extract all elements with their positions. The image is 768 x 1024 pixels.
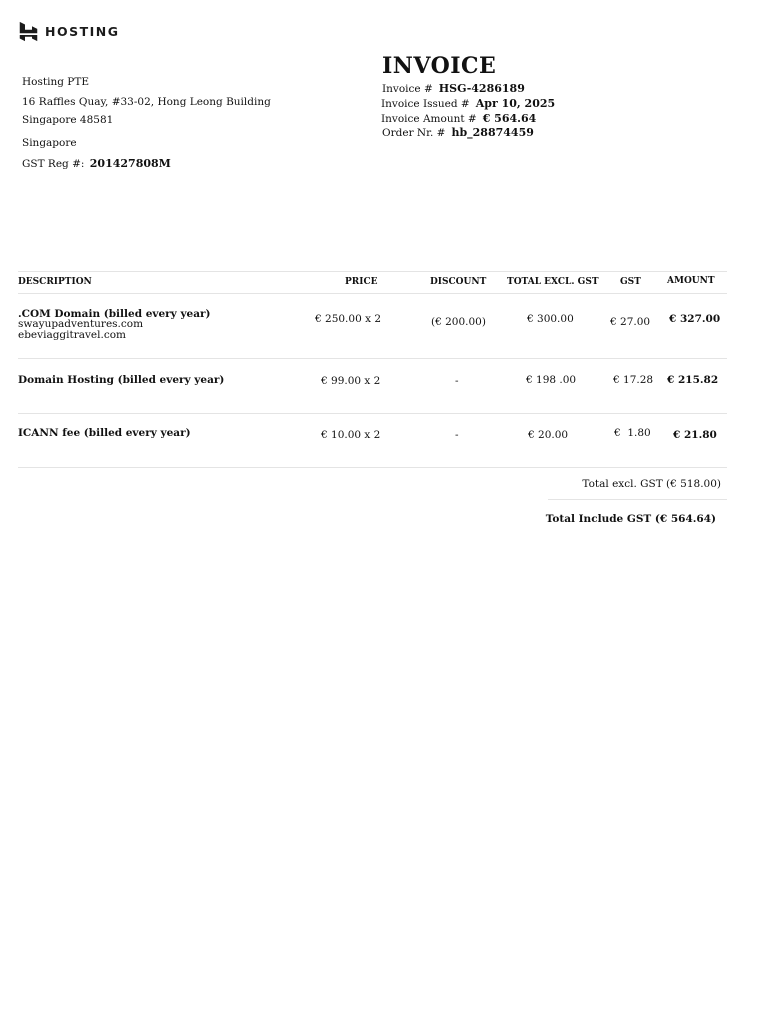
- invoice-number-label: Invoice #: [382, 83, 433, 95]
- row3-discount: -: [455, 429, 459, 441]
- row2-amount: € 215.82: [667, 374, 719, 386]
- header-discount: DISCOUNT: [430, 277, 487, 287]
- seller-gst: [22, 158, 171, 170]
- row3-description: ICANN fee (billed every year): [18, 427, 191, 439]
- totals-rule: [548, 499, 727, 500]
- row3-total-excl: € 20.00: [528, 429, 569, 441]
- header-gst: GST: [620, 277, 641, 287]
- row1-description: .COM Domain (billed every year): [18, 308, 211, 320]
- row2-discount: -: [455, 375, 459, 387]
- gst-label: GST Reg #:: [22, 158, 85, 170]
- row3-amount: € 21.80: [673, 429, 717, 441]
- row2-total-excl: € 198 .00: [526, 374, 577, 386]
- row1-total-excl: € 300.00: [527, 313, 574, 325]
- row2-rule: [18, 413, 727, 414]
- invoice-issued-row: [381, 97, 555, 110]
- row1-discount: (€ 200.00): [431, 316, 486, 328]
- table-top-rule: [18, 271, 727, 272]
- row1-domain-2: ebeviaggitravel.com: [18, 329, 126, 341]
- row1-amount: € 327.00: [669, 313, 721, 325]
- invoice-title: INVOICE: [382, 53, 497, 79]
- order-number-label: Order Nr. #: [382, 127, 446, 139]
- row1-domain-1: swayupadventures.com: [18, 318, 144, 330]
- invoice-issued-label: Invoice Issued #: [381, 98, 470, 110]
- row1-gst: € 27.00: [610, 316, 651, 328]
- invoice-number-row: [382, 82, 525, 95]
- order-number-value: hb_28874459: [451, 126, 534, 139]
- invoice-issued-value: Apr 10, 2025: [475, 97, 556, 110]
- invoice-amount-row: [381, 112, 536, 125]
- invoice-amount-value: € 564.64: [482, 112, 537, 125]
- header-total-excl-gst: TOTAL EXCL. GST: [507, 277, 599, 287]
- header-amount: AMOUNT: [667, 276, 715, 286]
- total-incl-gst: Total Include GST (€ 564.64): [545, 513, 716, 525]
- row3-gst: € 1.80: [614, 427, 651, 439]
- total-excl-gst: Total excl. GST (€ 518.00): [582, 478, 721, 490]
- header-description: DESCRIPTION: [18, 277, 92, 287]
- seller-address-line1: 16 Raffles Quay, #33-02, Hong Leong Building: [22, 96, 271, 108]
- invoice-number-value: HSG-4286189: [438, 82, 525, 95]
- row1-rule: [18, 358, 727, 359]
- header-price: PRICE: [345, 277, 378, 287]
- seller-country: Singapore: [22, 137, 77, 149]
- brand-name: HOSTING: [45, 24, 120, 39]
- row2-price: € 99.00 x 2: [321, 375, 381, 387]
- table-bottom-rule: [18, 467, 727, 468]
- row2-description: Domain Hosting (billed every year): [18, 374, 225, 386]
- hostinger-logo-icon: [18, 21, 39, 42]
- row1-price: € 250.00 x 2: [315, 313, 382, 325]
- gst-value: 201427808M: [89, 157, 171, 170]
- brand-logo: [18, 21, 120, 42]
- row3-price: € 10.00 x 2: [321, 429, 381, 441]
- row2-gst: € 17.28: [613, 374, 654, 386]
- invoice-amount-label: Invoice Amount #: [381, 113, 477, 125]
- order-number-row: [382, 126, 534, 139]
- seller-name: Hosting PTE: [22, 76, 89, 88]
- header-bottom-rule: [18, 293, 727, 294]
- seller-address-line2: Singapore 48581: [22, 114, 114, 126]
